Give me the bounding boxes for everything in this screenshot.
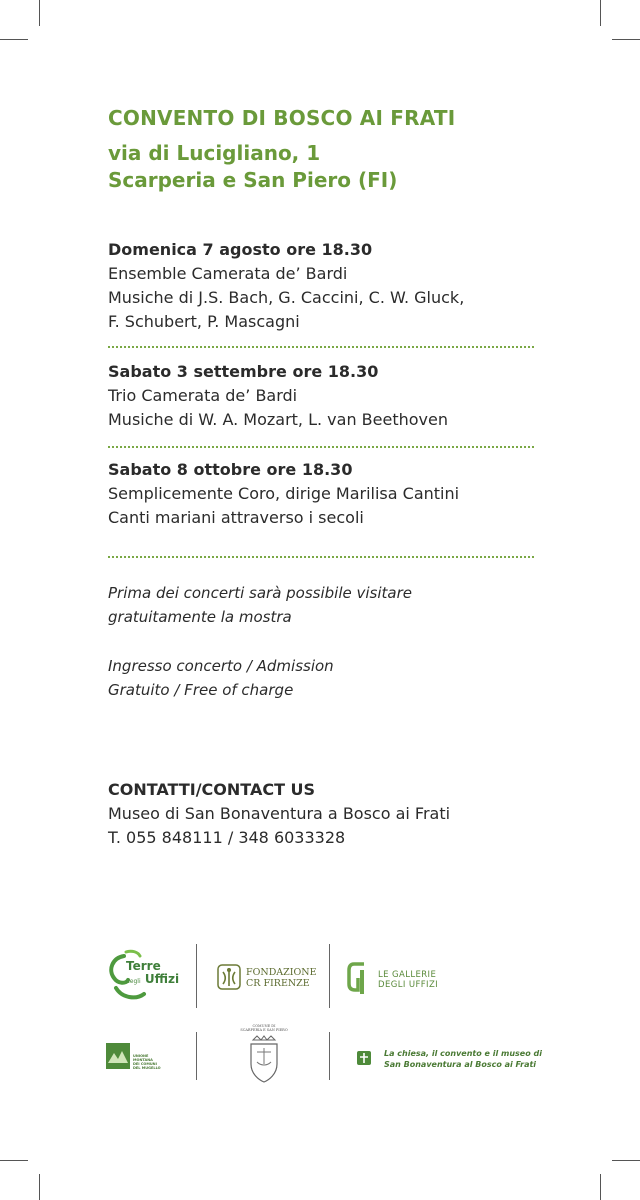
divider-2 bbox=[108, 446, 534, 448]
comune-line-2: SCARPERIA E SAN PIERO bbox=[240, 1028, 288, 1032]
logo-separator bbox=[329, 1032, 330, 1080]
event-program: Canti mariani attraverso i secoli bbox=[108, 508, 364, 527]
fondazione-emblem-icon bbox=[216, 962, 242, 992]
unione-line-1: UNIONE MONTANA bbox=[133, 1054, 153, 1062]
crop-mark-top-right bbox=[600, 0, 601, 26]
admission-note bbox=[108, 654, 538, 702]
crop-mark-bottom-left bbox=[39, 1174, 40, 1200]
crop-mark-bottom-left-h bbox=[0, 1160, 28, 1161]
contact-title: CONTATTI/CONTACT US bbox=[108, 780, 316, 799]
contact-phone[interactable]: T. 055 848111 / 348 6033328 bbox=[108, 828, 346, 847]
visit-note bbox=[108, 581, 538, 629]
unione-montana-logo bbox=[106, 1043, 166, 1073]
event-1 bbox=[108, 238, 538, 334]
terre-uffizi-word: Uffizi bbox=[144, 972, 180, 986]
event-program: Musiche di W. A. Mozart, L. van Beethoven bbox=[108, 410, 448, 429]
contact-section bbox=[108, 778, 538, 850]
unione-line-3: DEL MUGELLO bbox=[133, 1066, 161, 1070]
comune-logo bbox=[238, 1024, 290, 1086]
venue-heading bbox=[108, 104, 608, 194]
visit-note-line-1: Prima dei concerti sarà possibile visitare bbox=[108, 584, 413, 602]
admission-note-line-2: Gratuito / Free of charge bbox=[108, 681, 294, 699]
unione-line-2: DEI COMUNI bbox=[133, 1062, 157, 1066]
fcr-line-2: CR FIRENZE bbox=[246, 978, 310, 989]
event-program: Musiche di J.S. Bach, G. Caccini, C. W. Gluck, bbox=[108, 288, 465, 307]
gallerie-line-1: LE GALLERIE bbox=[378, 970, 437, 980]
gallerie-uffizi-logo bbox=[346, 958, 456, 998]
event-performer: Semplicemente Coro, dirige Marilisa Cantini bbox=[108, 484, 460, 503]
event-performer: Ensemble Camerata de’ Bardi bbox=[108, 264, 348, 283]
terre-degli-word: degli bbox=[126, 978, 141, 985]
divider-3 bbox=[108, 556, 534, 558]
logo-separator bbox=[196, 1032, 197, 1080]
chiesa-line-1: La chiesa, il convento e il museo di bbox=[384, 1049, 542, 1058]
crop-mark-bottom-right bbox=[600, 1174, 601, 1200]
chiesa-line-2: San Bonaventura al Bosco ai Frati bbox=[384, 1060, 537, 1069]
coat-of-arms-icon bbox=[247, 1034, 281, 1084]
fcr-line-1: FONDAZIONE bbox=[246, 967, 317, 978]
address-city: Scarperia e San Piero (FI) bbox=[108, 168, 398, 192]
visit-note-line-2: gratuitamente la mostra bbox=[108, 608, 292, 626]
crop-mark-bottom-right-h bbox=[612, 1160, 640, 1161]
crop-mark-top-left bbox=[39, 0, 40, 26]
address-street: via di Lucigliano, 1 bbox=[108, 141, 321, 165]
venue-name: CONVENTO DI BOSCO AI FRATI bbox=[108, 106, 456, 130]
divider-1 bbox=[108, 346, 534, 348]
gallerie-g-icon bbox=[346, 958, 370, 998]
terre-degli-uffizi-logo bbox=[106, 948, 186, 1004]
event-program-continued: F. Schubert, P. Mascagni bbox=[108, 312, 300, 331]
terre-word: Terre bbox=[126, 959, 161, 973]
event-performer: Trio Camerata de’ Bardi bbox=[108, 386, 298, 405]
chiesa-convento-logo bbox=[356, 1048, 546, 1072]
event-2 bbox=[108, 360, 538, 432]
logo-separator bbox=[196, 944, 197, 1008]
gallerie-line-2: DEGLI UFFIZI bbox=[378, 980, 439, 990]
event-date: Domenica 7 agosto ore 18.30 bbox=[108, 240, 373, 259]
event-date: Sabato 3 settembre ore 18.30 bbox=[108, 362, 379, 381]
crop-mark-top-right-h bbox=[612, 39, 640, 40]
admission-note-line-1: Ingresso concerto / Admission bbox=[108, 657, 334, 675]
chiesa-emblem-icon bbox=[356, 1050, 372, 1066]
fondazione-cr-firenze-logo bbox=[216, 962, 316, 992]
contact-museum: Museo di San Bonaventura a Bosco ai Frati bbox=[108, 804, 451, 823]
event-date: Sabato 8 ottobre ore 18.30 bbox=[108, 460, 353, 479]
mountain-icon bbox=[106, 1043, 130, 1069]
comune-line-1: COMUNE DI bbox=[252, 1024, 276, 1028]
crop-mark-top-left-h bbox=[0, 39, 28, 40]
event-3 bbox=[108, 458, 538, 530]
logo-separator bbox=[329, 944, 330, 1008]
